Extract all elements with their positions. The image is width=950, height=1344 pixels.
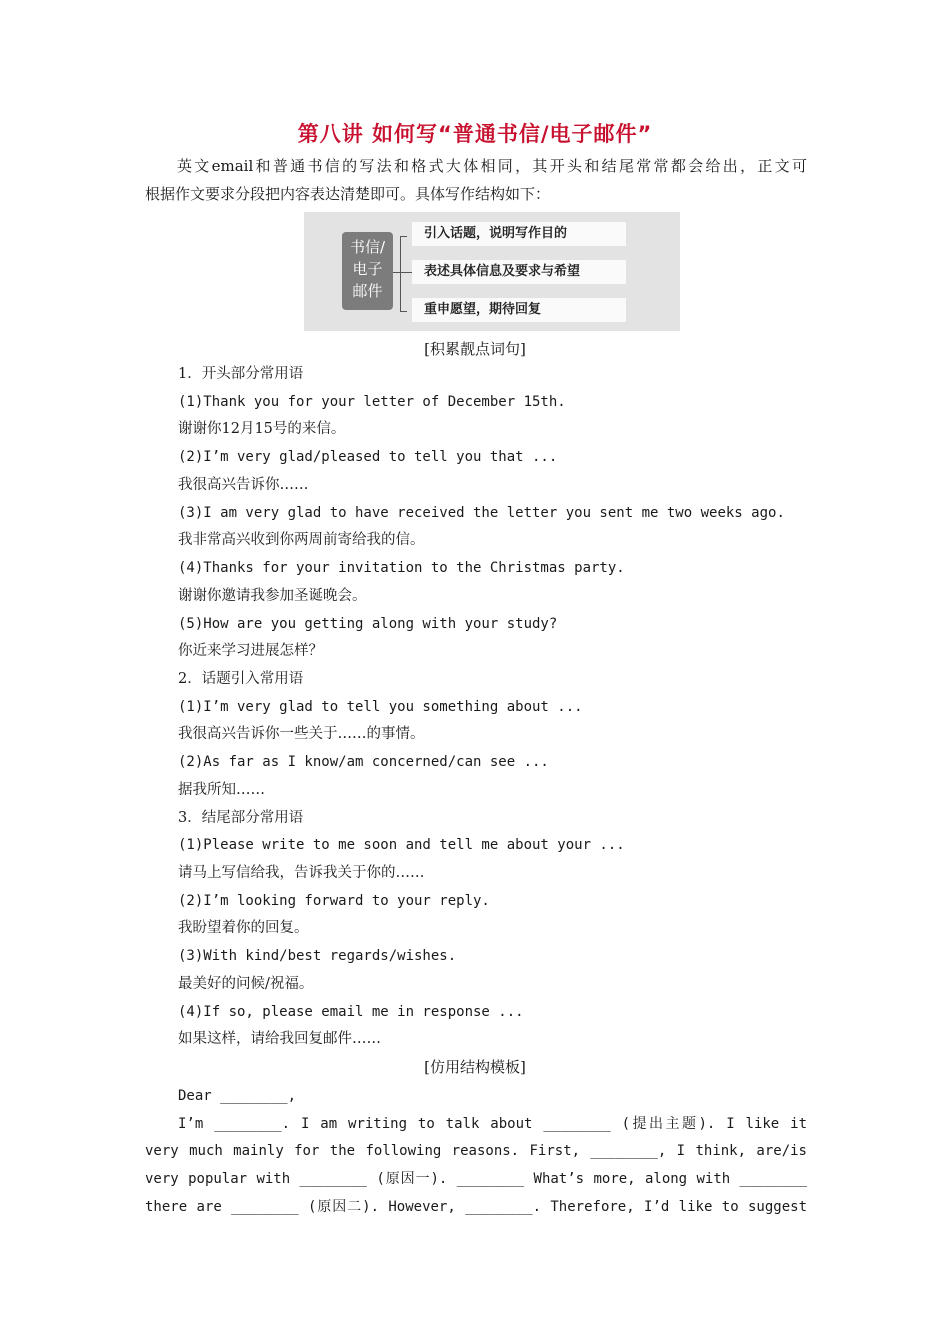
- list-item: (1)Please write to me soon and tell me about your ...: [178, 837, 625, 853]
- list-item: 我盼望着你的回复。: [178, 920, 309, 936]
- hub-line: 书信/: [349, 238, 386, 256]
- diagram-bracket: [400, 236, 407, 312]
- list-item: 谢谢你12月15号的来信。: [178, 421, 346, 437]
- list-item: 我非常高兴收到你两周前寄给我的信。: [178, 532, 425, 548]
- list-item: (3)I am very glad to have received the letter you sent me two weeks ago.: [178, 505, 785, 521]
- list-item: (2)I’m looking forward to your reply.: [178, 893, 490, 909]
- list-item: (4)Thanks for your invitation to the Christmas party.: [178, 560, 625, 576]
- template-salutation: Dear ________,: [178, 1088, 297, 1104]
- section-heading-template: [仿用结构模板]: [424, 1058, 526, 1076]
- list-item: 2．话题引入常用语: [178, 671, 304, 687]
- list-item: (2)I’m very glad/pleased to tell you that ...: [178, 449, 558, 465]
- list-item: 你近来学习进展怎样？: [178, 643, 323, 659]
- list-item: (1)Thank you for your letter of December 15th.: [178, 394, 566, 410]
- hub-line: 电子: [352, 260, 383, 278]
- list-item: 最美好的问候/祝福。: [178, 976, 314, 992]
- list-item: 我很高兴告诉你……: [178, 477, 309, 493]
- page-title: 第八讲 如何写“普通书信/电子邮件”: [297, 122, 653, 146]
- diagram-connector: [400, 272, 412, 273]
- hub-line: 邮件: [352, 282, 383, 300]
- diagram-box-closing: 重申愿望，期待回复: [412, 298, 626, 322]
- intro-line: 根据作文要求分段把内容表达清楚即可。具体写作结构如下：: [145, 185, 551, 203]
- list-item: (3)With kind/best regards/wishes.: [178, 948, 457, 964]
- template-line: very much mainly for the following reasons. First, ________, I think, are/is: [145, 1143, 807, 1160]
- list-item: (2)As far as I know/am concerned/can see ...: [178, 754, 549, 770]
- section-heading-phrases: [积累靓点词句]: [424, 340, 526, 358]
- list-item: 如果这样，请给我回复邮件……: [178, 1031, 381, 1047]
- structure-diagram: [304, 212, 680, 331]
- template-line: there are ________ (原因二). However, ________. Therefore, I’d like to suggest: [145, 1198, 807, 1215]
- letter-template: [145, 1083, 807, 1222]
- intro-paragraph: [145, 152, 807, 208]
- list-item: (4)If so, please email me in response ...: [178, 1004, 524, 1020]
- list-item: (5)How are you getting along with your study?: [178, 616, 558, 632]
- diagram-hub: [342, 232, 393, 310]
- diagram-box-intro: 引入话题，说明写作目的: [412, 222, 626, 246]
- template-line: very popular with ________ (原因一). ________ What’s more, along with ________: [145, 1171, 807, 1188]
- list-item: 1．开头部分常用语: [178, 366, 304, 382]
- diagram-connector: [393, 272, 400, 273]
- list-item: 3．结尾部分常用语: [178, 810, 304, 826]
- diagram-box-details: 表述具体信息及要求与希望: [412, 260, 626, 284]
- list-item: 据我所知……: [178, 782, 265, 798]
- list-item: 请马上写信给我，告诉我关于你的……: [178, 865, 425, 881]
- template-line: I’m ________. I am writing to talk about ________ (提出主题). I like it: [178, 1115, 807, 1132]
- list-item: 谢谢你邀请我参加圣诞晚会。: [178, 588, 367, 604]
- list-item: 我很高兴告诉你一些关于……的事情。: [178, 726, 425, 742]
- list-item: (1)I’m very glad to tell you something about ...: [178, 699, 583, 715]
- intro-line: 英文email和普通书信的写法和格式大体相同，其开头和结尾常常都会给出，正文可: [177, 157, 807, 175]
